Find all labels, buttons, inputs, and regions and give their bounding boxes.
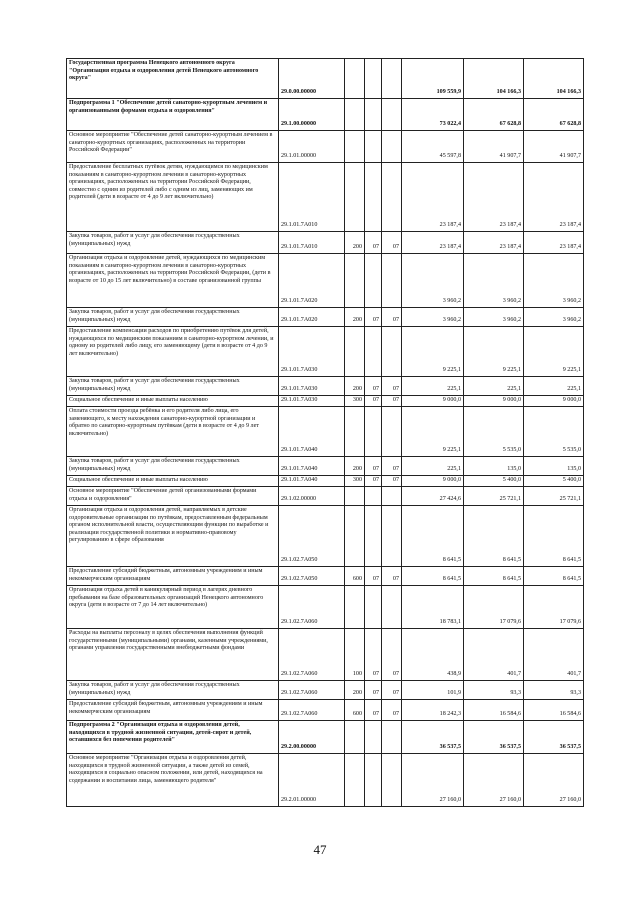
row-sum-1-cell: 23 187,4 xyxy=(402,232,464,254)
row-subsection-cell: 07 xyxy=(382,377,402,396)
row-subsection-cell xyxy=(382,754,402,807)
row-code-cell: 29.1.00.00000 xyxy=(279,99,345,131)
table-row xyxy=(67,506,584,567)
row-expense-type-cell xyxy=(345,586,365,629)
row-name-cell: Предоставление субсидий бюджетным, автономным учреждениям и иным некоммерческим организациям xyxy=(67,700,279,721)
row-expense-type-cell xyxy=(345,131,365,163)
row-name-cell: Основное мероприятие "Обеспечение детей санаторно-курортным лечением в санаторно-курортных организациях, расположенных на территории Российской Федерации" xyxy=(67,131,279,163)
row-expense-type-cell xyxy=(345,506,365,567)
row-subsection-cell: 07 xyxy=(382,700,402,721)
table-row xyxy=(67,754,584,807)
row-expense-type-cell: 300 xyxy=(345,476,365,487)
row-expense-type-cell xyxy=(345,327,365,377)
row-section-cell: 07 xyxy=(365,700,382,721)
row-subsection-cell: 07 xyxy=(382,308,402,327)
table-row xyxy=(67,681,584,700)
row-sum-1-cell: 23 187,4 xyxy=(402,163,464,232)
row-subsection-cell: 07 xyxy=(382,567,402,586)
row-section-cell xyxy=(365,721,382,754)
row-code-cell: 29.1.02.7А060 xyxy=(279,700,345,721)
row-sum-2-cell: 9 225,1 xyxy=(464,327,524,377)
row-section-cell: 07 xyxy=(365,232,382,254)
row-code-cell: 29.1.01.7А020 xyxy=(279,308,345,327)
row-subsection-cell xyxy=(382,721,402,754)
row-sum-2-cell: 93,3 xyxy=(464,681,524,700)
row-name-cell: Основное мероприятие "Обеспечение детей организованными формами отдыха и оздоровления" xyxy=(67,487,279,506)
table-row xyxy=(67,487,584,506)
row-expense-type-cell: 200 xyxy=(345,308,365,327)
row-subsection-cell: 07 xyxy=(382,681,402,700)
table-row xyxy=(67,308,584,327)
row-name-cell: Закупка товаров, работ и услуг для обеспечения государственных (муниципальных) нужд xyxy=(67,377,279,396)
table-row xyxy=(67,131,584,163)
row-section-cell: 07 xyxy=(365,476,382,487)
row-sum-3-cell: 27 160,0 xyxy=(524,754,584,807)
row-expense-type-cell: 600 xyxy=(345,567,365,586)
row-expense-type-cell: 200 xyxy=(345,232,365,254)
row-name-cell: Расходы на выплаты персоналу в целях обеспечения выполнения функций государственными (муниципальными) органами, казенными учреждениями, органами управления государственными внебюджетными фондами xyxy=(67,629,279,681)
row-sum-1-cell: 109 559,9 xyxy=(402,59,464,99)
row-code-cell: 29.1.01.7А030 xyxy=(279,327,345,377)
row-code-cell: 29.1.02.7А050 xyxy=(279,567,345,586)
row-subsection-cell xyxy=(382,407,402,457)
row-code-cell: 29.1.01.7А040 xyxy=(279,476,345,487)
table-row xyxy=(67,396,584,407)
row-name-cell: Социальное обеспечение и иные выплаты населению xyxy=(67,476,279,487)
row-expense-type-cell: 200 xyxy=(345,377,365,396)
row-code-cell: 29.1.01.00000 xyxy=(279,131,345,163)
row-code-cell: 29.2.00.00000 xyxy=(279,721,345,754)
table-row xyxy=(67,327,584,377)
row-code-cell: 29.0.00.00000 xyxy=(279,59,345,99)
row-expense-type-cell xyxy=(345,254,365,308)
row-code-cell: 29.1.02.7А060 xyxy=(279,629,345,681)
budget-table-page xyxy=(66,58,583,807)
row-code-cell: 29.2.01.00000 xyxy=(279,754,345,807)
table-row xyxy=(67,254,584,308)
table-row xyxy=(67,586,584,629)
row-section-cell: 07 xyxy=(365,308,382,327)
table-row xyxy=(67,59,584,99)
row-expense-type-cell xyxy=(345,163,365,232)
row-sum-3-cell: 93,3 xyxy=(524,681,584,700)
row-sum-1-cell: 9 225,1 xyxy=(402,407,464,457)
row-section-cell xyxy=(365,254,382,308)
row-sum-2-cell: 9 000,0 xyxy=(464,396,524,407)
row-section-cell: 07 xyxy=(365,377,382,396)
row-code-cell: 29.1.01.7А020 xyxy=(279,254,345,308)
row-expense-type-cell xyxy=(345,721,365,754)
row-sum-1-cell: 27 424,6 xyxy=(402,487,464,506)
budget-table xyxy=(66,58,584,807)
row-name-cell: Оплата стоимости проезда ребёнка и его родителя либо лица, его заменяющего, к месту нахождения санаторно-курортной организации и обратно по санаторно-курортным путёвкам (дети в возрасте от 4 до 9 лет включительно) xyxy=(67,407,279,457)
row-sum-3-cell: 9 000,0 xyxy=(524,396,584,407)
row-name-cell: Социальное обеспечение и иные выплаты населению xyxy=(67,396,279,407)
row-section-cell: 07 xyxy=(365,681,382,700)
row-sum-2-cell: 23 187,4 xyxy=(464,163,524,232)
row-section-cell: 07 xyxy=(365,396,382,407)
row-sum-2-cell: 23 187,4 xyxy=(464,232,524,254)
row-sum-2-cell: 135,0 xyxy=(464,457,524,476)
row-subsection-cell xyxy=(382,254,402,308)
row-sum-1-cell: 438,9 xyxy=(402,629,464,681)
table-row xyxy=(67,232,584,254)
row-section-cell xyxy=(365,163,382,232)
row-code-cell: 29.1.01.7А030 xyxy=(279,396,345,407)
row-sum-2-cell: 36 537,5 xyxy=(464,721,524,754)
row-sum-3-cell: 16 584,6 xyxy=(524,700,584,721)
row-sum-1-cell: 3 960,2 xyxy=(402,254,464,308)
row-sum-3-cell: 8 641,5 xyxy=(524,506,584,567)
row-subsection-cell xyxy=(382,59,402,99)
row-name-cell: Организация отдыха и оздоровление детей, нуждающихся по медицинским показаниям в санаторно-курортном лечении в санаторно-курортных организациях, расположенных на территории Российской Федерации, (дети в возрасте от 10 до 15 лет включительно) в составе организованной группы xyxy=(67,254,279,308)
row-subsection-cell xyxy=(382,327,402,377)
row-sum-1-cell: 9 225,1 xyxy=(402,327,464,377)
row-sum-3-cell: 3 960,2 xyxy=(524,308,584,327)
row-expense-type-cell: 600 xyxy=(345,700,365,721)
row-sum-2-cell: 8 641,5 xyxy=(464,506,524,567)
row-sum-3-cell: 36 537,5 xyxy=(524,721,584,754)
row-subsection-cell: 07 xyxy=(382,629,402,681)
table-row xyxy=(67,457,584,476)
row-section-cell xyxy=(365,59,382,99)
row-sum-2-cell: 401,7 xyxy=(464,629,524,681)
row-name-cell: Основное мероприятие "Организация отдыха и оздоровления детей, находящихся в трудной жизненной ситуации, а также детей из семей, находящихся в социально опасном положении, или детей, находящихся на содержании и воспитании лица, заменяющего родителя" xyxy=(67,754,279,807)
row-subsection-cell xyxy=(382,163,402,232)
row-name-cell: Закупка товаров, работ и услуг для обеспечения государственных (муниципальных) нужд xyxy=(67,681,279,700)
row-sum-2-cell: 16 584,6 xyxy=(464,700,524,721)
row-sum-2-cell: 3 960,2 xyxy=(464,308,524,327)
row-section-cell xyxy=(365,407,382,457)
row-name-cell: Государственная программа Ненецкого автономного округа "Организация отдыха и оздоровления детей Ненецкого автономного округа" xyxy=(67,59,279,99)
row-sum-2-cell: 8 641,5 xyxy=(464,567,524,586)
row-name-cell: Закупка товаров, работ и услуг для обеспечения государственных (муниципальных) нужд xyxy=(67,457,279,476)
row-section-cell: 07 xyxy=(365,567,382,586)
row-sum-3-cell: 135,0 xyxy=(524,457,584,476)
row-sum-1-cell: 225,1 xyxy=(402,377,464,396)
row-sum-1-cell: 36 537,5 xyxy=(402,721,464,754)
row-sum-1-cell: 27 160,0 xyxy=(402,754,464,807)
row-sum-1-cell: 225,1 xyxy=(402,457,464,476)
table-row xyxy=(67,721,584,754)
row-sum-3-cell: 3 960,2 xyxy=(524,254,584,308)
row-sum-3-cell: 9 225,1 xyxy=(524,327,584,377)
row-code-cell: 29.1.02.00000 xyxy=(279,487,345,506)
row-sum-1-cell: 18 242,3 xyxy=(402,700,464,721)
table-row xyxy=(67,629,584,681)
row-sum-3-cell: 23 187,4 xyxy=(524,163,584,232)
row-subsection-cell: 07 xyxy=(382,396,402,407)
row-expense-type-cell: 200 xyxy=(345,457,365,476)
row-expense-type-cell xyxy=(345,754,365,807)
table-row xyxy=(67,163,584,232)
row-sum-1-cell: 101,9 xyxy=(402,681,464,700)
row-sum-1-cell: 9 000,0 xyxy=(402,476,464,487)
row-sum-2-cell: 104 166,3 xyxy=(464,59,524,99)
row-code-cell: 29.1.01.7А030 xyxy=(279,377,345,396)
row-sum-2-cell: 17 079,6 xyxy=(464,586,524,629)
row-sum-3-cell: 5 535,0 xyxy=(524,407,584,457)
row-expense-type-cell: 200 xyxy=(345,681,365,700)
row-sum-3-cell: 41 907,7 xyxy=(524,131,584,163)
row-code-cell: 29.1.02.7А060 xyxy=(279,586,345,629)
row-code-cell: 29.1.02.7А050 xyxy=(279,506,345,567)
row-sum-1-cell: 9 000,0 xyxy=(402,396,464,407)
row-subsection-cell xyxy=(382,487,402,506)
row-section-cell xyxy=(365,99,382,131)
table-row xyxy=(67,567,584,586)
row-subsection-cell xyxy=(382,131,402,163)
row-sum-1-cell: 8 641,5 xyxy=(402,506,464,567)
row-name-cell: Закупка товаров, работ и услуг для обеспечения государственных (муниципальных) нужд xyxy=(67,308,279,327)
budget-table-body xyxy=(67,59,584,807)
row-sum-2-cell: 27 160,0 xyxy=(464,754,524,807)
row-sum-3-cell: 23 187,4 xyxy=(524,232,584,254)
row-section-cell xyxy=(365,586,382,629)
row-expense-type-cell xyxy=(345,407,365,457)
row-section-cell xyxy=(365,506,382,567)
row-name-cell: Подпрограмма 1 "Обеспечение детей санаторно-курортным лечением и организованными формами отдыха и оздоровления" xyxy=(67,99,279,131)
row-name-cell: Организация отдыха детей в каникулярный период в лагерях дневного пребывания на базе образовательных организаций Ненецкого автономного округа (дети в возрасте от 7 до 14 лет включительно) xyxy=(67,586,279,629)
row-subsection-cell: 07 xyxy=(382,457,402,476)
table-row xyxy=(67,99,584,131)
row-section-cell xyxy=(365,754,382,807)
row-sum-2-cell: 225,1 xyxy=(464,377,524,396)
row-sum-3-cell: 67 628,8 xyxy=(524,99,584,131)
row-subsection-cell xyxy=(382,506,402,567)
row-expense-type-cell: 100 xyxy=(345,629,365,681)
row-sum-1-cell: 45 597,8 xyxy=(402,131,464,163)
row-code-cell: 29.1.02.7А060 xyxy=(279,681,345,700)
row-section-cell xyxy=(365,131,382,163)
row-name-cell: Предоставление компенсации расходов по приобретению путёвок для детей, нуждающихся по медицинским показаниям в санаторно-курортном лечении, и одному из родителей либо лицу, его заменяющему (дети в возрасте от 4 до 9 лет включительно) xyxy=(67,327,279,377)
row-section-cell: 07 xyxy=(365,457,382,476)
row-section-cell xyxy=(365,327,382,377)
row-sum-1-cell: 73 022,4 xyxy=(402,99,464,131)
row-expense-type-cell xyxy=(345,487,365,506)
row-sum-3-cell: 25 721,1 xyxy=(524,487,584,506)
row-subsection-cell: 07 xyxy=(382,476,402,487)
row-sum-2-cell: 3 960,2 xyxy=(464,254,524,308)
row-sum-3-cell: 401,7 xyxy=(524,629,584,681)
table-row xyxy=(67,377,584,396)
page-number: 47 xyxy=(313,842,327,857)
row-name-cell: Организация отдыха и оздоровления детей, направляемых в детские оздоровительные организации по путёвкам, предоставленным федеральным органом исполнительной власти, осуществляющим функции по выработке и реализации государственной политики и нормативно-правовому регулированию в сфере образования xyxy=(67,506,279,567)
row-section-cell xyxy=(365,487,382,506)
row-sum-3-cell: 17 079,6 xyxy=(524,586,584,629)
row-name-cell: Предоставление субсидий бюджетным, автономным учреждениям и иным некоммерческим организациям xyxy=(67,567,279,586)
row-expense-type-cell xyxy=(345,99,365,131)
row-code-cell: 29.1.01.7А040 xyxy=(279,407,345,457)
row-sum-3-cell: 8 641,5 xyxy=(524,567,584,586)
row-sum-2-cell: 5 400,0 xyxy=(464,476,524,487)
row-expense-type-cell xyxy=(345,59,365,99)
row-sum-3-cell: 104 166,3 xyxy=(524,59,584,99)
row-sum-3-cell: 5 400,0 xyxy=(524,476,584,487)
row-section-cell: 07 xyxy=(365,629,382,681)
row-sum-1-cell: 8 641,5 xyxy=(402,567,464,586)
row-sum-2-cell: 25 721,1 xyxy=(464,487,524,506)
row-sum-1-cell: 18 783,1 xyxy=(402,586,464,629)
row-code-cell: 29.1.01.7А010 xyxy=(279,232,345,254)
row-sum-2-cell: 5 535,0 xyxy=(464,407,524,457)
row-expense-type-cell: 300 xyxy=(345,396,365,407)
row-subsection-cell: 07 xyxy=(382,232,402,254)
row-name-cell: Предоставление бесплатных путёвок детям, нуждающимся по медицинским показаниям в санаторно-курортном лечении в санаторно-курортных организациях, расположенных на территории Российской Федерации, совместно с одним из родителей либо с одним из лиц, заменяющих им родителей (дети в возрасте от 4 до 9 лет включительно) xyxy=(67,163,279,232)
table-row xyxy=(67,407,584,457)
row-sum-2-cell: 67 628,8 xyxy=(464,99,524,131)
row-sum-1-cell: 3 960,2 xyxy=(402,308,464,327)
table-row xyxy=(67,476,584,487)
row-code-cell: 29.1.01.7А010 xyxy=(279,163,345,232)
row-code-cell: 29.1.01.7А040 xyxy=(279,457,345,476)
row-sum-3-cell: 225,1 xyxy=(524,377,584,396)
table-row xyxy=(67,700,584,721)
row-subsection-cell xyxy=(382,586,402,629)
row-subsection-cell xyxy=(382,99,402,131)
row-sum-2-cell: 41 907,7 xyxy=(464,131,524,163)
row-name-cell: Закупка товаров, работ и услуг для обеспечения государственных (муниципальных) нужд xyxy=(67,232,279,254)
row-name-cell: Подпрограмма 2 "Организация отдыха и оздоровления детей, находящихся в трудной жизненной ситуации, детей-сирот и детей, оставшихся без попечения родителей" xyxy=(67,721,279,754)
